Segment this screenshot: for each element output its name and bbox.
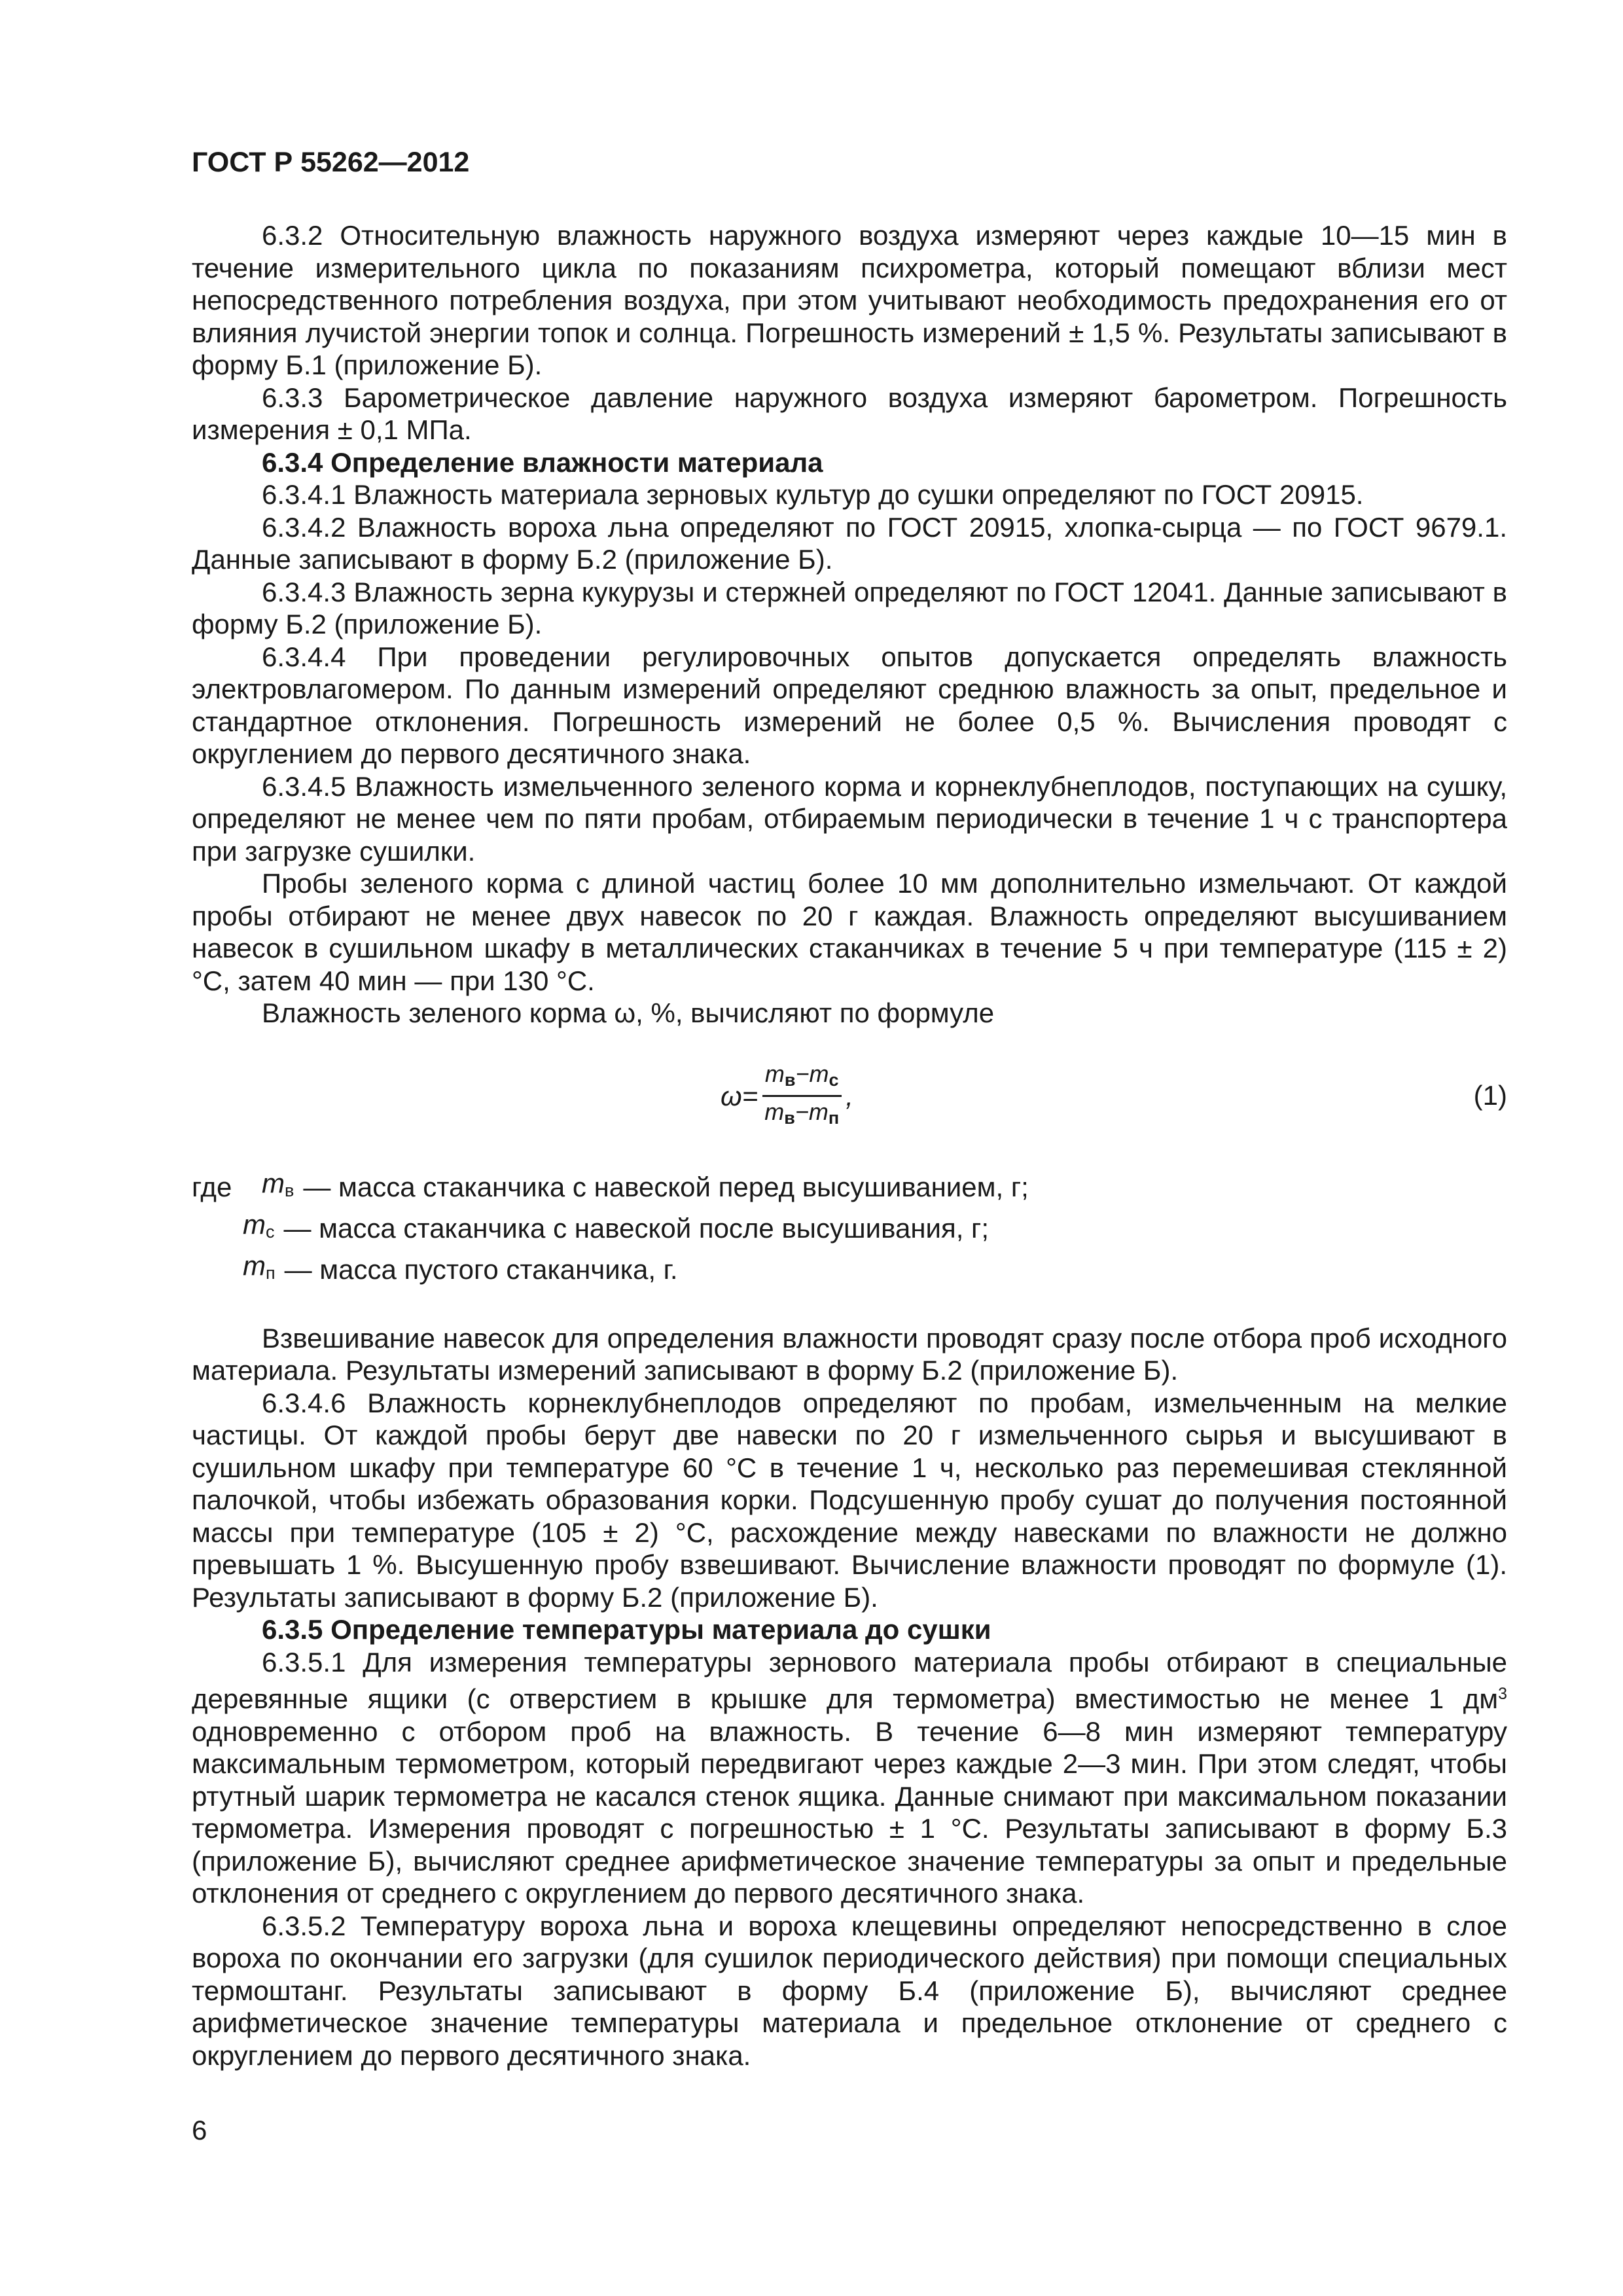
document-id-header: ГОСТ Р 55262—2012 [192,147,470,178]
numerator-sub-2: с [829,1070,839,1090]
numerator-minus: − [795,1060,810,1087]
denominator-mass-2: m [808,1098,829,1125]
definition-symbol-letter: m [243,1250,266,1282]
definition-symbol-subscript: п [266,1263,276,1283]
definition-row [192,1208,1507,1249]
definitions-lead: где [192,1172,232,1203]
definition-symbol [243,1249,276,1290]
definition-symbol-subscript: в [285,1181,294,1201]
definition-symbol-subscript: с [266,1222,275,1242]
paragraph-6-3-4-1: 6.3.4.1 Влажность материала зерновых культур до сушки определяют по ГОСТ 20915. [262,479,1364,510]
formula-comma: , [846,1080,853,1111]
section-heading-6-3-5: 6.3.5 Определение температуры материала до сушки [262,1614,991,1645]
formula-lhs: ω [721,1080,742,1111]
paragraph-6-3-5-1-text-b: одновременно с отбором проб на влажность. В течение 6—8 мин измеряют температуру максимальным термометром, который передвигают через каждые 2—3 мин. При этом следят, чтобы ртутный шарик термометра не касался стенок ящика. Данные снимают при максимальном показании термометра. Измерения проводят с погрешностью ± 1 °С. Результаты записывают в форму Б.3 (приложение Б), вычисляют среднее арифметическое значение температуры за опыт и предельные отклонения от среднего с округлением до первого десятичного знака. [192,1715,1507,1909]
definition-row [192,1167,1507,1208]
paragraph-6-3-4-5: 6.3.4.5 Влажность измельченного зеленого корма и корнеклубнеплодов, поступающих на сушку, определяют не менее чем по пяти пробам, отбираемым периодически в течение 1 ч с транспортера при загрузке сушилки. [192,770,1507,867]
paragraph-samples: Пробы зеленого корма с длиной частиц более 10 мм дополнительно измельчают. От каждой пробы отбирают не менее двух навесок по 20 г каждая. Влажность определяют высушиванием навесок в сушильном шкафу в металлических стаканчиках в течение 5 ч при температуре (115 ± 2) °С, затем 40 мин — при 130 °С. [192,868,1507,996]
paragraph-weighing: Взвешивание навесок для определения влажности проводят сразу после отбора проб исходного материала. Результаты измерений записывают в форму Б.2 (приложение Б). [192,1322,1507,1386]
definition-text: — масса пустого стаканчика, г. [284,1254,678,1285]
formula-number: (1) [1473,1079,1507,1111]
numerator-mass-1: m [764,1060,785,1087]
formula-equals: = [741,1080,758,1111]
definition-symbol-letter: m [262,1168,285,1199]
numerator-mass-2: m [809,1060,829,1087]
denominator-minus: − [794,1098,809,1125]
definition-symbol-letter: m [243,1209,266,1240]
definition-row [192,1249,1507,1291]
paragraph-6-3-2: 6.3.2 Относительную влажность наружного воздуха измеряют через каждые 10—15 мин в течение измерительного цикла по показаниям психрометра, который помещают вблизи мест непосредственного потребления воздуха, при этом учитывают необходимость предохранения его от влияния лучистой энергии топок и солнца. Погрешность измерений ± 1,5 %. Результаты записывают в форму Б.1 (приложение Б). [192,220,1507,380]
definition-symbol [262,1167,294,1208]
denominator-sub-1: в [784,1108,795,1128]
definition-text: — масса стаканчика с навеской перед высушиванием, г; [303,1172,1029,1203]
denominator-mass-1: m [764,1098,785,1125]
paragraph-6-3-5-1 [192,1646,1507,1910]
paragraph-6-3-3: 6.3.3 Барометрическое давление наружного воздуха измеряют барометром. Погрешность измерения ± 0,1 МПа. [192,382,1507,445]
formula-fraction [762,1059,842,1133]
cubic-superscript: 3 [1498,1685,1507,1703]
formula-denominator [762,1097,842,1133]
section-heading-6-3-4: 6.3.4 Определение влажности материала [262,446,823,478]
formula-expression [721,1056,853,1137]
definition-symbol [243,1208,275,1249]
definition-text: — масса стаканчика с навеской после высушивания, г; [283,1213,990,1244]
page-number: 6 [192,2115,207,2145]
paragraph-6-3-5-2: 6.3.5.2 Температуру вороха льна и вороха клещевины определяют непосредственно в слое вороха по окончании его загрузки (для сушилок периодического действия) при помощи специальных термоштанг. Результаты записывают в форму Б.4 (приложение Б), вычисляют среднее арифметическое значение температуры материала и предельное отклонение от среднего с округлением до первого десятичного знака. [192,1910,1507,2071]
paragraph-6-3-4-4: 6.3.4.4 При проведении регулировочных опытов допускается определять влажность электровлагомером. По данным измерений определяют среднюю влажность за опыт, предельное и стандартное отклонения. Погрешность измерений не более 0,5 %. Вычисления проводят с округлением до первого десятичного знака. [192,641,1507,769]
formula-1 [192,1056,1507,1137]
formula-definitions [192,1167,1507,1291]
paragraph-formula-intro: Влажность зеленого корма ω, %, вычисляют по формуле [262,997,995,1028]
numerator-sub-1: в [784,1070,796,1090]
denominator-sub-2: п [828,1108,840,1128]
paragraph-6-3-4-3: 6.3.4.3 Влажность зерна кукурузы и стержней определяют по ГОСТ 12041. Данные записывают в форму Б.2 (приложение Б). [192,576,1507,639]
paragraph-6-3-4-2: 6.3.4.2 Влажность вороха льна определяют по ГОСТ 20915, хлопка-сырца — по ГОСТ 9679.1. Данные записывают в форму Б.2 (приложение Б). [192,511,1507,575]
paragraph-6-3-4-6: 6.3.4.6 Влажность корнеклубнеплодов определяют по пробам, измельченным на мелкие частицы. От каждой пробы берут две навески по 20 г измельченного сырья и высушивают в сушильном шкафу при температуре 60 °С в течение 1 ч, несколько раз перемешивая стеклянной палочкой, чтобы избежать образования корки. Подсушенную пробу сушат до получения постоянной массы при температуре (105 ± 2) °С, расхождение между навесками по влажности не должно превышать 1 %. Высушенную пробу взвешивают. Вычисление влажности проводят по формуле (1). Результаты записывают в форму Б.2 (приложение Б). [192,1387,1507,1613]
formula-numerator [762,1059,842,1097]
document-page [192,145,1507,2174]
paragraph-6-3-5-1-text-a: 6.3.5.1 Для измерения температуры зернового материала пробы отбирают в специальные деревянные ящики (с отверстием в крышке для термометра) вместимостью не менее 1 дм [192,1646,1507,1714]
